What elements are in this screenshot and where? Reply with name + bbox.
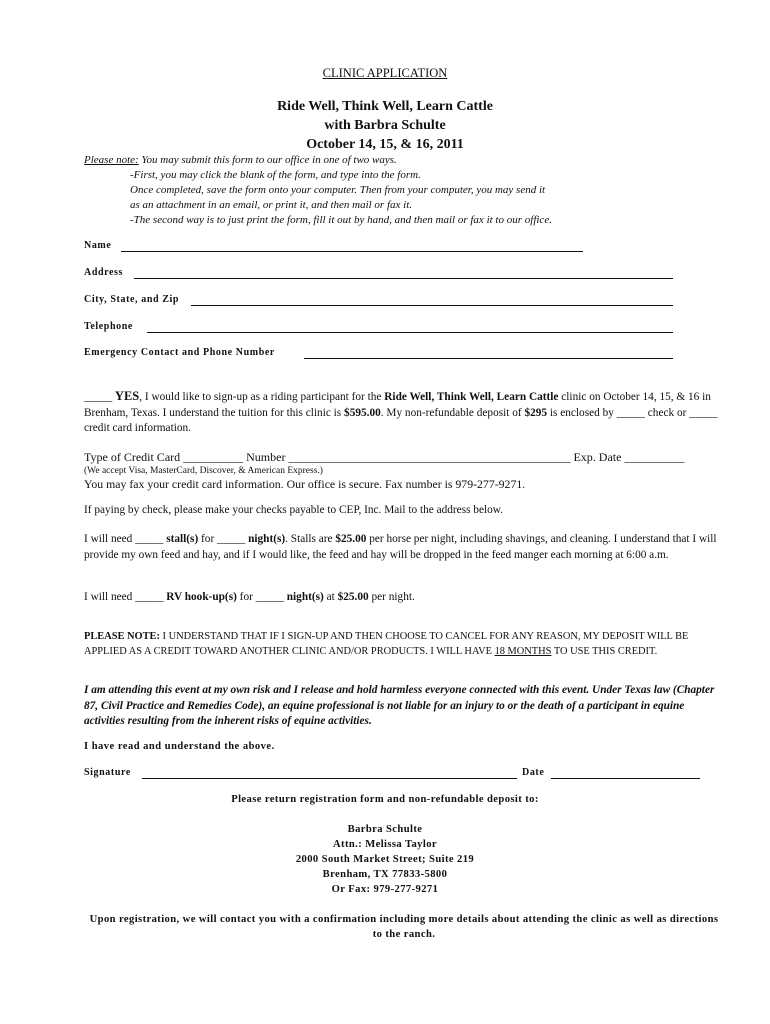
rv-hookups-label: RV hook-up(s) xyxy=(166,591,237,603)
stall-price: $25.00 xyxy=(335,533,367,545)
rv-paragraph: I will need _____ RV hook-up(s) for _____ night(s) at $25.00 per night. xyxy=(84,591,415,603)
rv-nights-label: night(s) xyxy=(286,591,324,603)
form-title: CLINIC APPLICATION xyxy=(322,66,448,80)
yes-blank[interactable]: _____ xyxy=(84,391,113,403)
name-field[interactable] xyxy=(121,251,583,252)
note-line: -The second way is to just print the form, fill it out by hand, and then mail or fax it to our office. xyxy=(130,214,552,226)
emergency-contact-label: Emergency Contact and Phone Number xyxy=(84,347,275,358)
fax-info: You may fax your credit card information. Our office is secure. Fax number is 979-277-9271. xyxy=(84,477,526,491)
date-field[interactable] xyxy=(551,778,700,779)
note-line: as an attachment in an email, or print it, and then mail or fax it. xyxy=(130,199,413,211)
clinic-name: Ride Well, Think Well, Learn Cattle xyxy=(384,391,559,403)
city-state-zip-label: City, State, and Zip xyxy=(84,294,180,305)
telephone-field[interactable] xyxy=(147,332,673,333)
nights-label: night(s) xyxy=(248,533,286,545)
signature-label: Signature xyxy=(84,767,131,778)
credit-card-line[interactable]: Type of Credit Card __________ Number _______________________________________________ Exp. Date __________ xyxy=(84,450,685,464)
credit-months: 18 MONTHS xyxy=(494,646,552,657)
note-line: Once completed, save the form onto your computer. Then from your computer, you may send it xyxy=(130,184,546,196)
signup-paragraph: _____ YES, I would like to sign-up as a riding participant for the Ride Well, Think Well, Learn Cattle clinic on October 14, 15, & 16 in Brenham, Texas. I understand the tuition for this clinic is $595.00. My non-refundable deposit of $295 is enclosed by _____ check or _____ credit card information. xyxy=(84,389,718,434)
cancellation-policy: PLEASE NOTE: I UNDERSTAND THAT IF I SIGN-UP AND THEN CHOOSE TO CANCEL FOR ANY REASON, MY DEPOSIT WILL BE APPLIED AS A CREDIT TOWARD ANOTHER CLINIC AND/OR PRODUCTS. I WILL HAVE 18 MONTHS TO USE THIS CREDIT. xyxy=(84,631,689,657)
note-line: -First, you may click the blank of the form, and type into the form. xyxy=(130,169,421,181)
return-heading: Please return registration form and non-refundable deposit to: xyxy=(231,794,539,805)
event-host: with Barbra Schulte xyxy=(324,118,446,133)
signature-field[interactable] xyxy=(142,778,517,779)
telephone-label: Telephone xyxy=(84,321,133,332)
stalls-paragraph: I will need _____ stall(s) for _____ night(s). Stalls are $25.00 per horse per night, including shavings, and cleaning. I understand that I will provide my own feed and hay, and if I would like, the feed and hay will be dropped in the feed manger each morning at 6:00 a.m. xyxy=(84,533,717,561)
stalls-label: stall(s) xyxy=(166,533,199,545)
accepted-cards-note: (We accept Visa, MasterCard, Discover, & American Express.) xyxy=(84,466,323,476)
emergency-contact-field[interactable] xyxy=(304,358,673,359)
return-street: 2000 South Market Street; Suite 219 xyxy=(295,854,475,865)
return-city: Brenham, TX 77833-5800 xyxy=(322,869,448,880)
return-name: Barbra Schulte xyxy=(347,824,423,835)
address-field[interactable] xyxy=(134,278,673,279)
liability-waiver: I am attending this event at my own risk and I release and hold harmless everyone connected with this event. Under Texas law (Chapter 87, Civil Practice and Remedies Code), an equine professional is not liable for an injury to or the death of a participant in equine activities resulting from the inherent risks of equine activities. xyxy=(84,684,715,727)
tuition-amount: $595.00 xyxy=(344,406,381,419)
event-dates: October 14, 15, & 16, 2011 xyxy=(306,137,464,152)
date-label: Date xyxy=(522,767,545,778)
event-name: Ride Well, Think Well, Learn Cattle xyxy=(277,99,493,114)
note-intro: You may submit this form to our office in one of two ways. xyxy=(138,154,397,166)
rv-price: $25.00 xyxy=(337,591,369,603)
note-label: Please note: xyxy=(84,154,139,166)
please-note-label: PLEASE NOTE: xyxy=(84,631,160,642)
read-understand: I have read and understand the above. xyxy=(84,741,275,752)
address-label: Address xyxy=(84,267,124,278)
check-info: If paying by check, please make your checks payable to CEP, Inc. Mail to the address below. xyxy=(84,504,504,516)
submission-note xyxy=(84,153,724,228)
yes-label: YES xyxy=(112,389,140,403)
city-state-zip-field[interactable] xyxy=(191,305,673,306)
return-attn: Attn.: Melissa Taylor xyxy=(332,839,438,850)
name-label: Name xyxy=(84,240,112,251)
closing-note: Upon registration, we will contact you with a confirmation including more details about attending the clinic as well as directions to the ranch. xyxy=(89,914,719,940)
deposit-amount: $295 xyxy=(524,406,548,419)
return-fax: Or Fax: 979-277-9271 xyxy=(331,884,439,895)
